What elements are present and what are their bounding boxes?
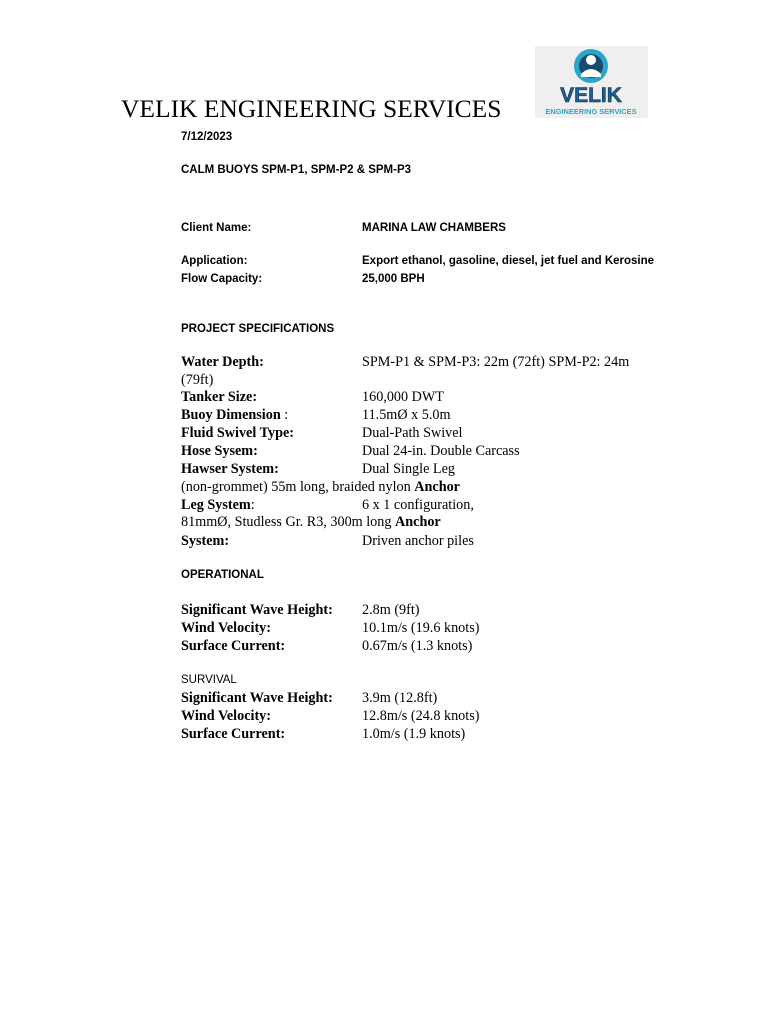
water-depth-value: SPM-P1 & SPM-P3: 22m (72ft) SPM-P2: 24m <box>362 354 630 370</box>
logo-emblem-icon <box>535 46 648 118</box>
application-label: Application: <box>181 255 248 267</box>
leg-label-line <box>181 497 255 514</box>
project-title: CALM BUOYS SPM-P1, SPM-P2 & SPM-P3 <box>181 164 412 176</box>
document-date: 7/12/2023 <box>181 131 233 143</box>
sv-current-value: 1.0m/s (1.9 knots) <box>362 726 466 742</box>
survival-heading: SURVIVAL <box>181 674 237 686</box>
operational-heading: OPERATIONAL <box>181 569 264 581</box>
leg-colon: : <box>250 497 255 513</box>
leg-cont-line <box>181 514 441 531</box>
leg-value: 6 x 1 configuration, <box>362 497 474 513</box>
hawser-label: Hawser System: <box>181 461 279 477</box>
system-label: System: <box>181 533 230 549</box>
hawser-cont: (non-grommet) 55m long, braided nylon <box>181 479 415 495</box>
sv-wave-value: 3.9m (12.8ft) <box>362 690 438 706</box>
sv-wave-label: Significant Wave Height: <box>181 690 333 706</box>
anchor-word: Anchor <box>414 479 460 495</box>
leg-cont: 81mmØ, Studless Gr. R3, 300m long <box>181 514 396 530</box>
client-label: Client Name: <box>181 222 252 234</box>
buoy-label: Buoy Dimension <box>181 407 281 423</box>
op-current-label: Surface Current: <box>181 638 286 654</box>
application-value: Export ethanol, gasoline, diesel, jet fuel and Kerosine <box>362 255 655 267</box>
anchor-word-2: Anchor <box>395 514 441 530</box>
tanker-value: 160,000 DWT <box>362 389 444 405</box>
flow-value: 25,000 BPH <box>362 273 425 285</box>
water-depth-label: Water Depth: <box>181 354 264 370</box>
company-name: VELIK ENGINEERING SERVICES <box>121 94 502 123</box>
hose-value: Dual 24-in. Double Carcass <box>362 443 520 459</box>
swivel-value: Dual-Path Swivel <box>362 425 463 441</box>
hawser-value: Dual Single Leg <box>362 461 455 477</box>
buoy-value: 11.5mØ x 5.0m <box>362 407 451 423</box>
op-wind-label: Wind Velocity: <box>181 620 272 636</box>
op-current-value: 0.67m/s (1.3 knots) <box>362 638 473 654</box>
buoy-colon: : <box>280 407 289 423</box>
flow-label: Flow Capacity: <box>181 273 263 285</box>
client-value: MARINA LAW CHAMBERS <box>362 222 506 234</box>
sv-current-label: Surface Current: <box>181 726 286 742</box>
leg-label: Leg System <box>181 497 251 513</box>
water-depth-cont: (79ft) <box>181 372 214 388</box>
op-wave-value: 2.8m (9ft) <box>362 602 420 618</box>
swivel-label: Fluid Swivel Type: <box>181 425 294 441</box>
op-wave-label: Significant Wave Height: <box>181 602 333 618</box>
sv-wind-value: 12.8m/s (24.8 knots) <box>362 708 480 724</box>
hose-label: Hose Sysem: <box>181 443 258 459</box>
op-wind-value: 10.1m/s (19.6 knots) <box>362 620 480 636</box>
logo-text: VELIK <box>560 84 622 107</box>
buoy-label-line <box>181 407 288 424</box>
specs-heading: PROJECT SPECIFICATIONS <box>181 323 335 335</box>
sv-wind-label: Wind Velocity: <box>181 708 272 724</box>
system-value: Driven anchor piles <box>362 533 474 549</box>
company-logo <box>535 46 648 118</box>
tanker-label: Tanker Size: <box>181 389 258 405</box>
hawser-cont-line <box>181 479 460 496</box>
logo-subtext: ENGINEERING SERVICES <box>545 107 637 116</box>
